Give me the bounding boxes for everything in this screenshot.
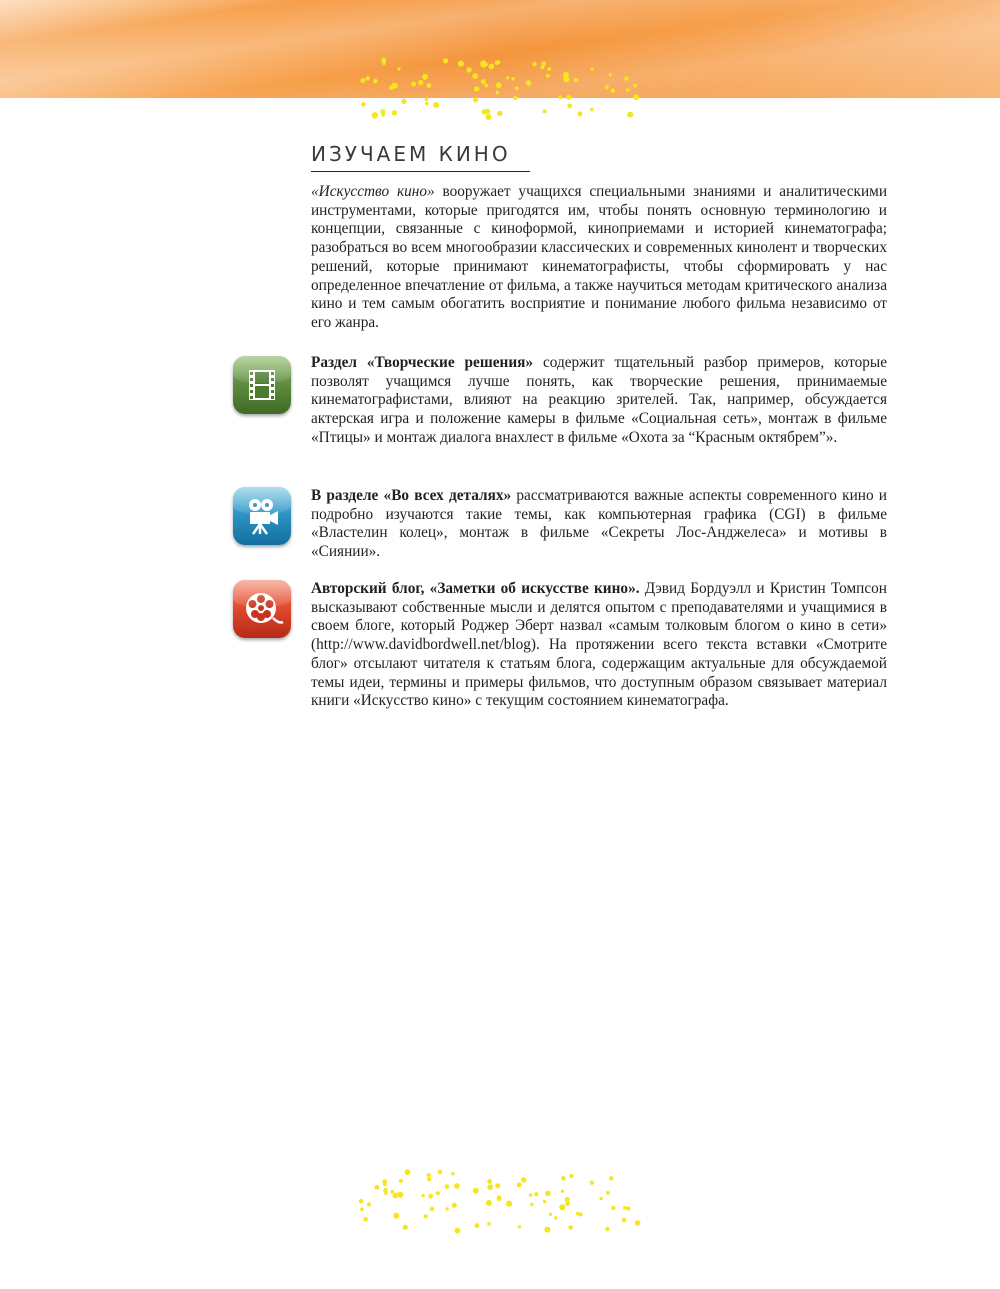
section-lead: Авторский блог, «Заметки об искусстве кино». xyxy=(311,580,640,597)
film-strip-icon xyxy=(233,356,291,414)
decorative-dots-top xyxy=(355,55,645,125)
intro-lead: «Искусство кино» xyxy=(311,183,435,200)
decorative-dots-bottom xyxy=(355,1168,645,1238)
section-in-detail xyxy=(311,487,887,562)
section-lead: В разделе «Во всех деталях» xyxy=(311,487,512,504)
section-lead: Раздел «Творческие решения» xyxy=(311,354,534,371)
intro-text: вооружает учащихся специальными знаниями и аналитическими инструментами, которые пригодятся им, чтобы понять основную терминологию и концепции, связанные с киноформой, киноприемами и историей кинематографа; разобраться во всем многообразии классических и современных кинолент и творческих решений, которые принимают кинематографисты, чтобы сформировать у нас определенное впечатление от фильма, а также научиться методам критического анализа кино и тем самым обогатить восприятие и понимание любого фильма независимо от его жанра. xyxy=(311,183,888,331)
title-underline xyxy=(311,171,530,172)
section-creative-decisions xyxy=(311,354,887,448)
page-title: ИЗУЧАЕМ КИНО xyxy=(311,142,511,166)
intro-paragraph xyxy=(311,183,887,333)
film-reel-icon xyxy=(233,580,291,638)
section-text: содержит тщательный разбор примеров, которые позволят учащимся лучше понять, как творческие решения, принимаемые кинематографистами, влияют на реакцию зрителей. Так, например, обсуждается актерская игра и положение камеры в фильме «Социальная сеть», монтаж в фильме «Птицы» и монтаж диалога внахлест в фильме «Охота за “Красным октябрем”». xyxy=(311,354,887,446)
section-author-blog xyxy=(311,580,887,711)
section-text: Дэвид Бордуэлл и Кристин Томпсон высказывают собственные мысли и делятся опытом с преподавателями и учащимися в своем блоге, который Роджер Эберт назвал «самым толковым блогом о кино в сети» (http://www.davidbordwell.net/blog). На протяжении всего текста вставки «Смотрите блог» отсылают читателя к статьям блога, содержащим актуальные для обсуждаемой темы идеи, термины и примеры фильмов, что доступным образом связывает материал книги «Искусство кино» с текущим состоянием кинематографа. xyxy=(311,580,887,710)
movie-camera-icon xyxy=(233,487,291,545)
section-text: рассматриваются важные аспекты современного кино и подробно изучаются такие темы, как компьютерная графика (CGI) в фильме «Властелин колец», монтаж в фильме «Секреты Лос-Анджелеса» и мотивы в «Сиянии». xyxy=(311,487,887,561)
